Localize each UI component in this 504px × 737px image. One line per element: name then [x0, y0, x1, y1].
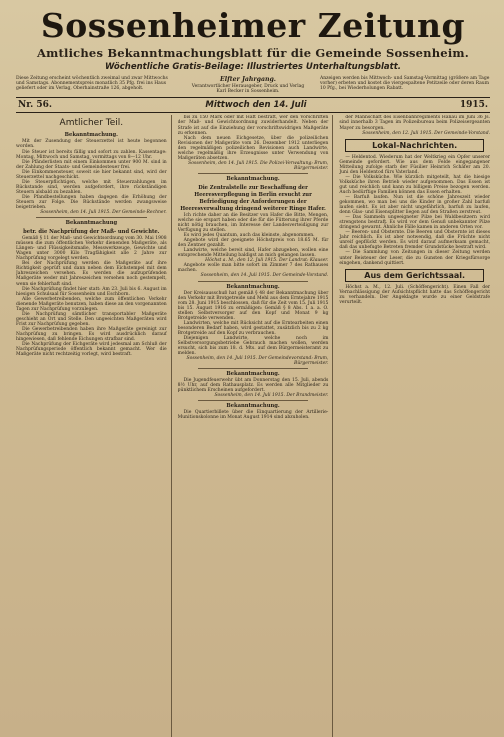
paragraph: Alle Gewerbetreibenden, welche zum öffentlichen Verkehr dienende Maßgeräte benutzen, haben diese an den vorgenannten Tagen zur Nachprüfung vorzulegen. [16, 296, 167, 312]
jahrgang: Elfter Jahrgang. [220, 76, 276, 83]
paragraph: Die Steuer ist bereits fällig und sofort zu zahlen. Kassentage: Montag, Mittwoch und Samstag, vormittags von 8—12 Uhr. [16, 149, 167, 160]
info-band [16, 76, 490, 94]
paragraph: Angebote wird der geeignete Höchstpreis von 18.65 M. für den Zentner gezahlt. [177, 238, 329, 249]
paragraph: Die Pfandbestellungen haben dagegen die Erhöhung der Steuern zur Folge. Die Rückstände werden zwangsweise beigetrieben. [16, 194, 167, 211]
beilage-line: Wöchentliche Gratis-Beilage: Illustriertes Unterhaltungsblatt. [105, 62, 401, 72]
paragraph: Landwirten, welche mit Rücksicht auf die Erntearbeiten einen besonderen Bedarf haben, wird gestattet, zusätzlich bis zu 2 kg Brotgetreide auf den Kopf zu verbrauchen. [177, 320, 329, 336]
divider [36, 217, 147, 218]
publisher: Verantwortlicher Herausgeber, Druck und Verlag Karl Becker in Sossenheim. [191, 84, 305, 95]
paragraph: Die Nachprüfung sämtlicher transportabler Maßgeräte geschieht an Ort und Stelle. Den ungeeichten Maßgeräten wird Frist zur Nachprüfung gegeben. [16, 311, 167, 327]
column-2 [178, 115, 334, 737]
heading: Bekanntmachung. [226, 371, 280, 378]
section-amtlicher-teil: Amtlicher Teil. [59, 118, 124, 129]
paragraph: Die Pfänderlisten mit einem Einkommen unter 900 M. sind in der Zahlung der Staats- und Gemeindesteuer frei. [16, 159, 167, 170]
paragraph: Höchst a. M., 12. Juli. (Schöffengericht). Einen Fall der Vernachlässigung der Aufsichtspflicht hatte das Schöffengericht zu verhandeln. Der Angeklagte wurde zu einer Geldstrafe verurteilt. [339, 284, 490, 305]
signature: Höchst a. M., den 12. Juli 1915. Der Landrat: Klauser. [205, 258, 329, 264]
paragraph: Die Nachprüfung der Eichgeräte wird jedesmal am Schluß der Nachprüfungsperiode öffentlich bekannt gemacht. Wer die Maßgeräte nicht rechtzeitig vorlegt, wird bestraft. [16, 342, 167, 358]
signature: Sossenheim, den 14. Juli 1915. Der Gemeinde-Rechner. [40, 210, 167, 216]
paragraph: Der Kreisausschuß hat gemäß § 48 der Bekanntmachung über den Verkehr mit Brotgetreide und Mehl aus dem Erntejahre 1915 vom 28. Juni 1915 beschlossen, daß für die Zeit vom 15. Juli 1915 bis 15. August 1916 zu ermäßigen: Gemäß § 8 Abs. 1 a. a. O. stellen Selbstversorger auf den Kopf und Monat 9 kg Brotgetreide verwenden. [177, 290, 329, 321]
paragraph: Mit der Zusendung der Steuerzettel ist heute begonnen worden. [16, 139, 167, 150]
issue-date: Mittwoch den 14. Juli [205, 100, 307, 111]
newspaper-subtitle: Amtliches Bekanntmachungsblatt für die Gemeinde Sossenheim. [37, 46, 469, 60]
paragraph: Bei der Nachprüfung werden die Maßgeräte auf ihre Richtigkeit geprüft und dann neben dem Eichstempel mit dem Jahreszeichen versehen. Es werden die aufzuprüfenden Maßgeräte weder mit Jahreszeichen versehen noch gestempelt, wenn sie fehlerhaft sind. [16, 261, 167, 287]
masthead [16, 6, 490, 74]
signature: Sossenheim, den 12. Juli 1915. Der Gemeinde-Vorstand. [362, 130, 490, 136]
heading: Bekanntmachung. [64, 132, 118, 139]
heading: Bekanntmachung [65, 220, 118, 227]
signature: Sossenheim, den 14. Juli 1915. Der Brandmeister. [214, 393, 329, 399]
heading: Bekanntmachung. [226, 403, 280, 410]
newspaper-title: Sossenheimer Zeitung [40, 6, 466, 45]
paragraph: — Die Volksküche. Wie kürzlich mitgeteilt, hat die hiesige Volksküche ihren Betrieb wieder aufgenommen. Das Essen ist gut und reichlich und kann zu billigem Preise bezogen werden. Auch bedürftige Familien können das Essen erhalten. [339, 174, 490, 195]
paragraph: — Das Sammeln ungeeigneter Pilze bei Waldbesitzern wird strengstens bestraft. Es wird vor dem Genuß unbekannter Pilze dringend gewarnt. Ähnliche Fälle kamen in anderen Orten vor. [339, 215, 490, 231]
paragraph: Angebote wolle man bitte sofort im Zimmer 7 des Rathauses machen. [177, 263, 329, 274]
heading: betr. die Nachprüfung der Maß- und Gewichte. [23, 229, 160, 236]
paragraph: Die Gewerbetreibenden haben ihre Maßgeräte gereinigt zur Nachprüfung zu bringen. Es wird ausdrücklich darauf hingewiesen, daß fehlende Eichungen strafbar sind. [16, 326, 167, 343]
section-lokal-nachrichten: Lokal-Nachrichten. [345, 139, 484, 152]
column-1 [16, 115, 172, 737]
paragraph: Die Quartierbillete über die Einquartierung der Artillerie-Munitionskolonne im Monat August 1914 sind abzuholen. [177, 410, 329, 421]
paragraph: der Mannschaft des Eisenbahnregiments Hanau im Juni 36 Js. sind innerhalb 3 Tagen im Polizeibureau beim Polizeisergeanten Mayer zu besorgen. [339, 115, 490, 131]
paragraph: Gemäß § 11 der Maß- und Gewichtsordnung vom 30. Mai 1908 müssen die zum öffentlichen Verkehr dienenden Maßgeräte, als Längen- und Flüssigkeitsmaße, Messwerkzeuge, Gewichte und Wagen unter 3000 Kilo Tragfähigkeit alle 2 Jahre zur Nachprüfung vorgelegt werden. [16, 236, 167, 262]
paragraph: Die Steuerpflichtigen, welche mit Steuerzahlungen im Rückstande sind, werden aufgefordert, ihre rückständigen Steuern alsbald zu bezahlen. [16, 179, 167, 195]
paragraph: — Die Sammlung von Zeitungen in dieser Zeitung werden unter Beisteuer der Leser, die zu Gunsten der Kriegsfürsorge eingehen, dankend quittiert. [339, 250, 490, 266]
issue-year: 1915. [459, 100, 488, 111]
issue-bar [16, 97, 490, 113]
paragraph: Die Jugendfeuerwehr übt am Donnerstag den 15. Juli, abends 8½ Uhr, auf dem Rathausplatz. Es werden alle Mitglieder zu pünktlichem Erscheinen aufgefordert. [177, 378, 329, 394]
issue-number: Nr. 56. [18, 100, 53, 111]
heading: Die Zentralstelle zur Beschaffung der Heeresverpflegung in Berlin ersucht zur Befriedigung der Anforderungen der Heeresverwaltung dringend weiterer Ringe Hafer. [180, 184, 326, 212]
paragraph: Nach dem neuen Eichgesetze, über die polizeilichen Revisionen der Maßgeräte vom 26. Dezember 1912 unterliegen den regelmäßigen polizeilichen Revisionen auch Landwirte, welche regelmäßig ihre Erzeugnisse unter Verwendung von Maßgeräten absetzen. [177, 135, 329, 161]
info-left: Diese Zeitung erscheint wöchentlich zweimal und zwar Mittwochs und Samstags. Abonnementspreis monatlich 35 Pfg. frei ins Haus geliefert oder im Verlag, Oberhainstraße 126, abgeholt. [16, 76, 168, 92]
paragraph: Die Nachprüfung findet hier statt: Am 23. Juli bis 6. August im hiesigen Schulsaal für Sossenheim und Eschborn. [16, 286, 167, 297]
paragraph: — Beeren- und Obsternte. Die Beeren und Obsternte ist dieses Jahr reichlich. Es ist aber notwendig, daß die Früchte nicht unreif gepflückt werden. Es wird darauf aufmerksam gemacht, daß das unbefugte Betreten fremder Grundstücke bestraft wird. [339, 230, 490, 251]
paragraph: Landwirte, welche bereit sind, Hafer abzugeben, wollen eine entsprechende Mitteilung baldigst an mich gelangen lassen. [177, 248, 329, 259]
signature: Sossenheim, den 14. Juli 1915. Die Polizei-Verwaltung: Brum, Bürgermeister. [188, 160, 329, 171]
paragraph: Die Einkommensteuer, soweit sie hier bekannt sind, wird der Steuerzettel nachgeschickt. [16, 169, 167, 180]
columns [16, 115, 490, 737]
paragraph: Ich richte daher an die Besitzer von Hafer die Bitte, Mengen, welche sie erspart haben oder die für die Fütterung ihrer Pferde nicht nötig brauchen, im Interesse der Landesverteidigung zur Verfügung zu stellen. [177, 212, 329, 234]
divider [198, 173, 309, 174]
signature: Sossenheim, den 14. Juli 1915. Der Gemeinde-Vorstand. [200, 273, 329, 279]
paragraph: bis zu 150 Mark oder mit Haft bestraft, wer den Vorschriften der Maß- und Gewichtsordnung zuwiderhandelt. Neben der Strafe ist auf die Einziehung der vorschriftswidrigen Maßgeräte zu erkennen. [177, 115, 329, 136]
info-right: Anzeigen werden bis Mittwoch- und Samstag-Vormittag (größere am Tage vorher) erbeten und kostet die viergespaltene Petitzeile oder deren Raum 10 Pfg., bei Wiederholungen Rabatt. [320, 76, 490, 92]
divider [198, 400, 309, 401]
divider [198, 281, 309, 282]
signature: Sossenheim, den 14. Juli 1915. Der Gemeindevorstand: Brum, Bürgermeister. [186, 356, 329, 367]
info-mid [188, 76, 308, 94]
paragraph: — Heldentod. Wiederum hat der Weltkrieg ein Opfer unserer Gemeinde gefordert. Wie aus dem Felde eingegangener Mitteilung zufolge starb der Füsilier Heinrich Schäfer am 20. Juni den Heldentod fürs Vaterland. [339, 154, 490, 175]
paragraph: Diejenigen Landwirte, welche noch im Selbstversorgungsbetriebe Gebrauch machen wollen, werden ersucht, sich bis zum 18. d. Mts. auf dem Bürgermeisteramt zu melden. [177, 335, 329, 357]
paragraph: — Barfuß laufen. Nun ist die schöne Jahreszeit wieder gekommen, wo man bei uns die Kinder in großer Zahl barfuß laufen sieht. Es ist aber nicht ungefährlich, barfuß zu laufen, denn Glas- und Eisensplitter liegen auf den Straßen zerstreut. [339, 194, 490, 216]
column-3 [339, 115, 490, 737]
section-gerichtssaal: Aus dem Gerichtssaal. [345, 269, 484, 282]
divider [198, 368, 309, 369]
heading: Bekanntmachung. [226, 283, 280, 290]
paragraph: Es wird jedes Quantum, auch das kleinste, abgenommen. [183, 233, 315, 239]
heading: Bekanntmachung. [226, 175, 280, 182]
